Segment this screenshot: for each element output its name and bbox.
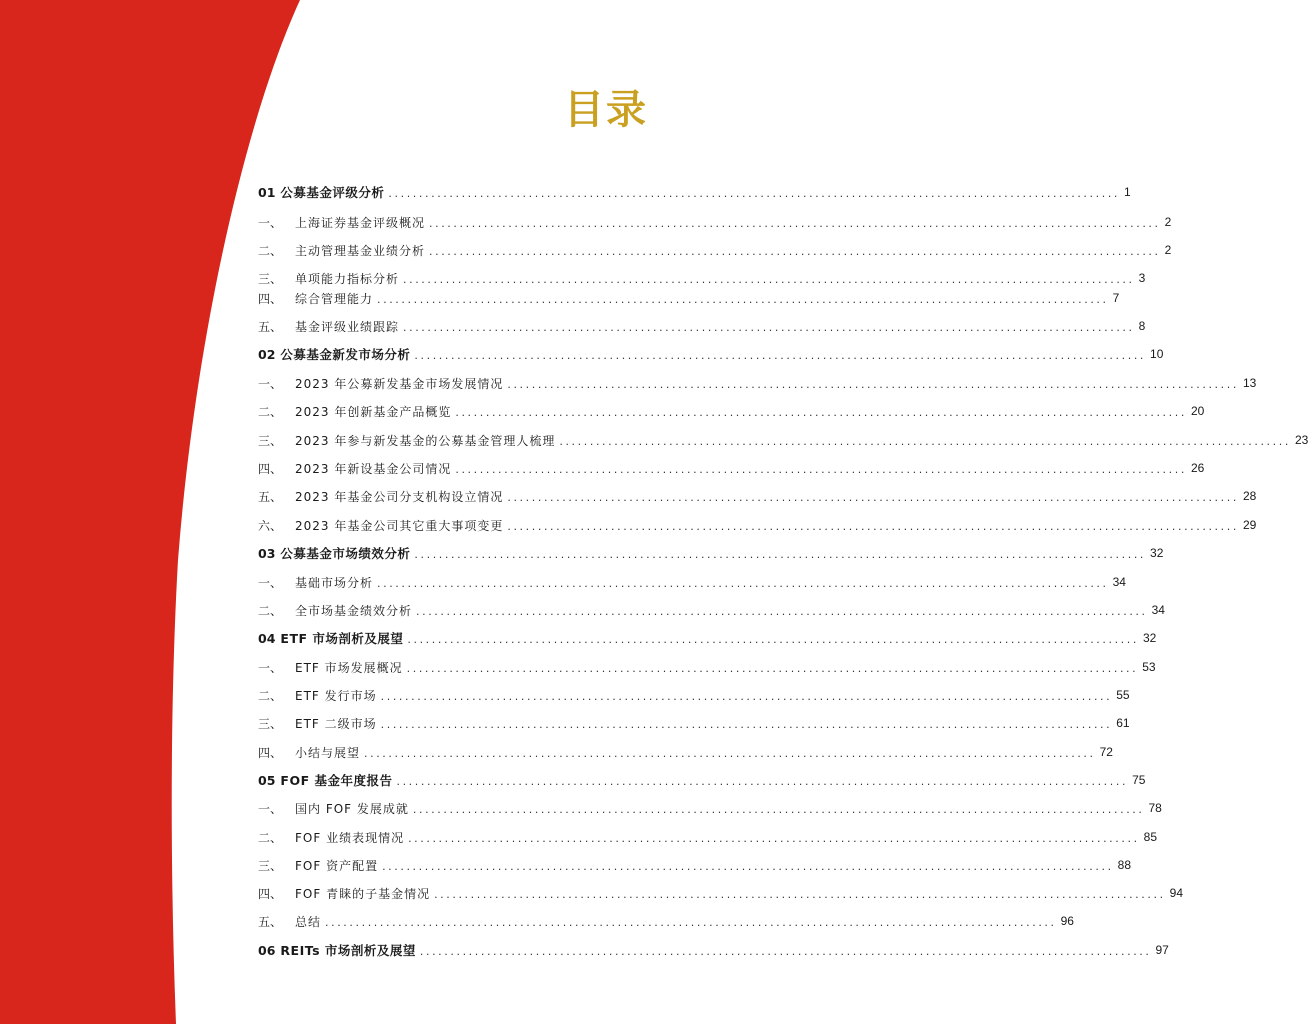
toc-page-number: 61 (1116, 716, 1130, 730)
toc-entry-number: 01 (258, 184, 276, 200)
toc-entry-number: 三、 (258, 858, 283, 873)
toc-section-entry[interactable] (258, 600, 1165, 620)
toc-dot-leader: ........................................................................................................................ (407, 632, 1139, 646)
toc-section-entry[interactable] (258, 827, 1158, 847)
toc-entry-number: 一、 (258, 215, 283, 230)
toc-entry-label: 公募基金市场绩效分析 (280, 546, 411, 561)
toc-page-number: 85 (1143, 830, 1158, 844)
toc-dot-leader: ........................................................................................................................ (434, 887, 1166, 901)
toc-entry-label: FOF 青睐的子基金情况 (295, 886, 431, 901)
toc-dot-leader: ........................................................................................................................ (419, 944, 1152, 958)
toc-entry-label: REITs 市场剖析及展望 (280, 943, 416, 958)
toc-page-number: 88 (1117, 858, 1132, 872)
toc-entry-label: FOF 业绩表现情况 (295, 830, 405, 845)
toc-entry-label: 2023 年公募新发基金市场发展情况 (295, 376, 504, 391)
toc-section-entry[interactable] (258, 855, 1132, 875)
toc-page-number: 32 (1142, 631, 1157, 645)
toc-dot-leader: ........................................................................................................................ (388, 186, 1121, 200)
toc-section-entry[interactable] (258, 798, 1162, 818)
toc-entry-number: 四、 (258, 291, 283, 306)
toc-page-number: 53 (1142, 660, 1156, 674)
toc-dot-leader: ........................................................................................................................ (364, 746, 1096, 760)
toc-dot-leader: ........................................................................................................................ (416, 604, 1148, 618)
toc-section-entry[interactable] (258, 685, 1130, 705)
toc-entry-number: 04 (258, 630, 276, 646)
toc-dot-leader: ........................................................................................................................ (380, 717, 1113, 731)
toc-dot-leader: ........................................................................................................................ (455, 405, 1187, 419)
toc-section-entry[interactable] (258, 883, 1184, 903)
toc-dot-leader: ........................................................................................................................ (507, 377, 1239, 391)
toc-section-entry[interactable] (258, 713, 1130, 733)
page-title: 目录 (564, 87, 648, 133)
toc-dot-leader: ........................................................................................................................ (396, 774, 1129, 788)
toc-page-number: 2 (1164, 215, 1172, 229)
toc-dot-leader: ........................................................................................................................ (559, 434, 1291, 448)
toc-section-entry[interactable] (258, 657, 1156, 677)
toc-dot-leader: ........................................................................................................................ (406, 661, 1139, 675)
toc-entry-label: ETF 二级市场 (295, 716, 377, 731)
toc-section-entry[interactable] (258, 911, 1074, 931)
toc-dot-leader: ........................................................................................................................ (414, 348, 1147, 362)
toc-entry-number: 五、 (258, 489, 283, 504)
toc-entry-number: 二、 (258, 404, 283, 419)
toc-page-number: 20 (1190, 404, 1205, 418)
toc-section-entry[interactable] (258, 373, 1257, 393)
toc-chapter-entry[interactable] (258, 940, 1169, 960)
toc-page-number: 7 (1112, 291, 1120, 305)
toc-entry-number: 三、 (258, 433, 283, 448)
toc-page-number: 23 (1294, 433, 1308, 447)
toc-entry-label: 2023 年参与新发基金的公募基金管理人梳理 (295, 433, 556, 448)
toc-dot-leader: ........................................................................................................................ (507, 519, 1239, 533)
toc-entry-number: 三、 (258, 271, 283, 286)
toc-entry-label: FOF 基金年度报告 (280, 773, 393, 788)
toc-dot-leader: ........................................................................................................................ (377, 292, 1109, 306)
toc-page-number: 97 (1155, 943, 1169, 957)
toc-page-number: 3 (1138, 271, 1146, 285)
toc-entry-label: ETF 市场剖析及展望 (280, 631, 404, 646)
toc-dot-leader: ........................................................................................................................ (412, 802, 1145, 816)
toc-entry-number: 三、 (258, 716, 283, 731)
toc-dot-leader: ........................................................................................................................ (403, 272, 1135, 286)
toc-page-number: 26 (1190, 461, 1205, 475)
toc-entry-number: 四、 (258, 745, 283, 760)
toc-entry-number: 02 (258, 346, 276, 362)
toc-entry-number: 四、 (258, 886, 283, 901)
toc-chapter-entry[interactable] (258, 770, 1146, 790)
toc-entry-number: 03 (258, 545, 276, 561)
toc-entry-label: 小结与展望 (295, 745, 361, 760)
toc-entry-label: 综合管理能力 (295, 291, 374, 306)
toc-section-entry[interactable] (258, 288, 1120, 308)
toc-dot-leader: ........................................................................................................................ (377, 576, 1109, 590)
toc-section-entry[interactable] (258, 742, 1113, 762)
toc-page-number: 94 (1169, 886, 1184, 900)
toc-entry-label: ETF 发行市场 (295, 688, 377, 703)
toc-dot-leader: ........................................................................................................................ (403, 320, 1135, 334)
toc-page-number: 2 (1164, 243, 1172, 257)
toc-entry-label: 单项能力指标分析 (295, 271, 400, 286)
toc-dot-leader: ........................................................................................................................ (429, 216, 1161, 230)
toc-page-number: 78 (1148, 801, 1162, 815)
toc-entry-label: 总结 (295, 914, 322, 929)
toc-page-number: 1 (1124, 185, 1131, 199)
toc-entry-label: 2023 年新设基金公司情况 (295, 461, 452, 476)
toc-page-number: 34 (1112, 575, 1126, 589)
toc-dot-leader: ........................................................................................................................ (507, 490, 1239, 504)
toc-entry-number: 二、 (258, 688, 283, 703)
toc-page-number: 75 (1132, 773, 1146, 787)
toc-entry-label: 基金评级业绩跟踪 (295, 319, 400, 334)
toc-section-entry[interactable] (258, 486, 1257, 506)
toc-section-entry[interactable] (258, 401, 1205, 421)
toc-entry-label: 公募基金新发市场分析 (280, 347, 411, 362)
toc-entry-label: FOF 资产配置 (295, 858, 379, 873)
toc-entry-label: 2023 年基金公司分支机构设立情况 (295, 489, 504, 504)
toc-dot-leader: ........................................................................................................................ (408, 831, 1140, 845)
toc-entry-number: 四、 (258, 461, 283, 476)
toc-page-number: 32 (1150, 546, 1164, 560)
toc-entry-label: 全市场基金绩效分析 (295, 603, 413, 618)
toc-page-number: 55 (1116, 688, 1130, 702)
toc-entry-label: 2023 年基金公司其它重大事项变更 (295, 518, 504, 533)
toc-page-number: 10 (1150, 347, 1164, 361)
toc-section-entry[interactable] (258, 240, 1172, 260)
toc-entry-label: ETF 市场发展概况 (295, 660, 403, 675)
toc-dot-leader: ........................................................................................................................ (429, 244, 1161, 258)
toc-page-number: 13 (1242, 376, 1257, 390)
toc-entry-number: 一、 (258, 575, 283, 590)
toc-entry-number: 二、 (258, 243, 283, 258)
toc-page-number: 34 (1151, 603, 1165, 617)
toc-entry-number: 一、 (258, 376, 283, 391)
toc-entry-label: 基础市场分析 (295, 575, 374, 590)
toc-chapter-entry[interactable] (258, 628, 1157, 648)
toc-section-entry[interactable] (258, 268, 1146, 288)
toc-entry-number: 六、 (258, 518, 283, 533)
toc-chapter-entry[interactable] (258, 344, 1164, 364)
toc-section-entry[interactable] (258, 458, 1205, 478)
toc-entry-number: 五、 (258, 914, 283, 929)
toc-entry-label: 上海证券基金评级概况 (295, 215, 426, 230)
toc-dot-leader: ........................................................................................................................ (414, 547, 1147, 561)
toc-section-entry[interactable] (258, 430, 1308, 450)
toc-entry-number: 一、 (258, 660, 283, 675)
toc-entry-number: 二、 (258, 603, 283, 618)
toc-entry-label: 公募基金评级分析 (280, 185, 385, 200)
toc-page-number: 72 (1099, 745, 1113, 759)
toc-dot-leader: ........................................................................................................................ (325, 915, 1057, 929)
toc-entry-label: 主动管理基金业绩分析 (295, 243, 426, 258)
toc-entry-label: 2023 年创新基金产品概览 (295, 404, 452, 419)
toc-dot-leader: ........................................................................................................................ (455, 462, 1187, 476)
toc-dot-leader: ........................................................................................................................ (382, 859, 1114, 873)
toc-entry-number: 05 (258, 772, 276, 788)
toc-chapter-entry[interactable] (258, 543, 1164, 563)
toc-entry-number: 06 (258, 942, 276, 958)
toc-page-number: 8 (1138, 319, 1146, 333)
toc-page-number: 29 (1242, 518, 1257, 532)
toc-dot-leader: ........................................................................................................................ (380, 689, 1113, 703)
toc-page-number: 28 (1242, 489, 1257, 503)
toc-entry-label: 国内 FOF 发展成就 (295, 801, 409, 816)
toc-section-entry[interactable] (258, 572, 1126, 592)
toc-section-entry[interactable] (258, 515, 1257, 535)
toc-section-entry[interactable] (258, 316, 1146, 336)
toc-page-number: 96 (1060, 914, 1074, 928)
toc-section-entry[interactable] (258, 212, 1172, 232)
toc-entry-number: 二、 (258, 830, 283, 845)
toc-entry-number: 一、 (258, 801, 283, 816)
toc-chapter-entry[interactable] (258, 182, 1131, 202)
toc-entry-number: 五、 (258, 319, 283, 334)
